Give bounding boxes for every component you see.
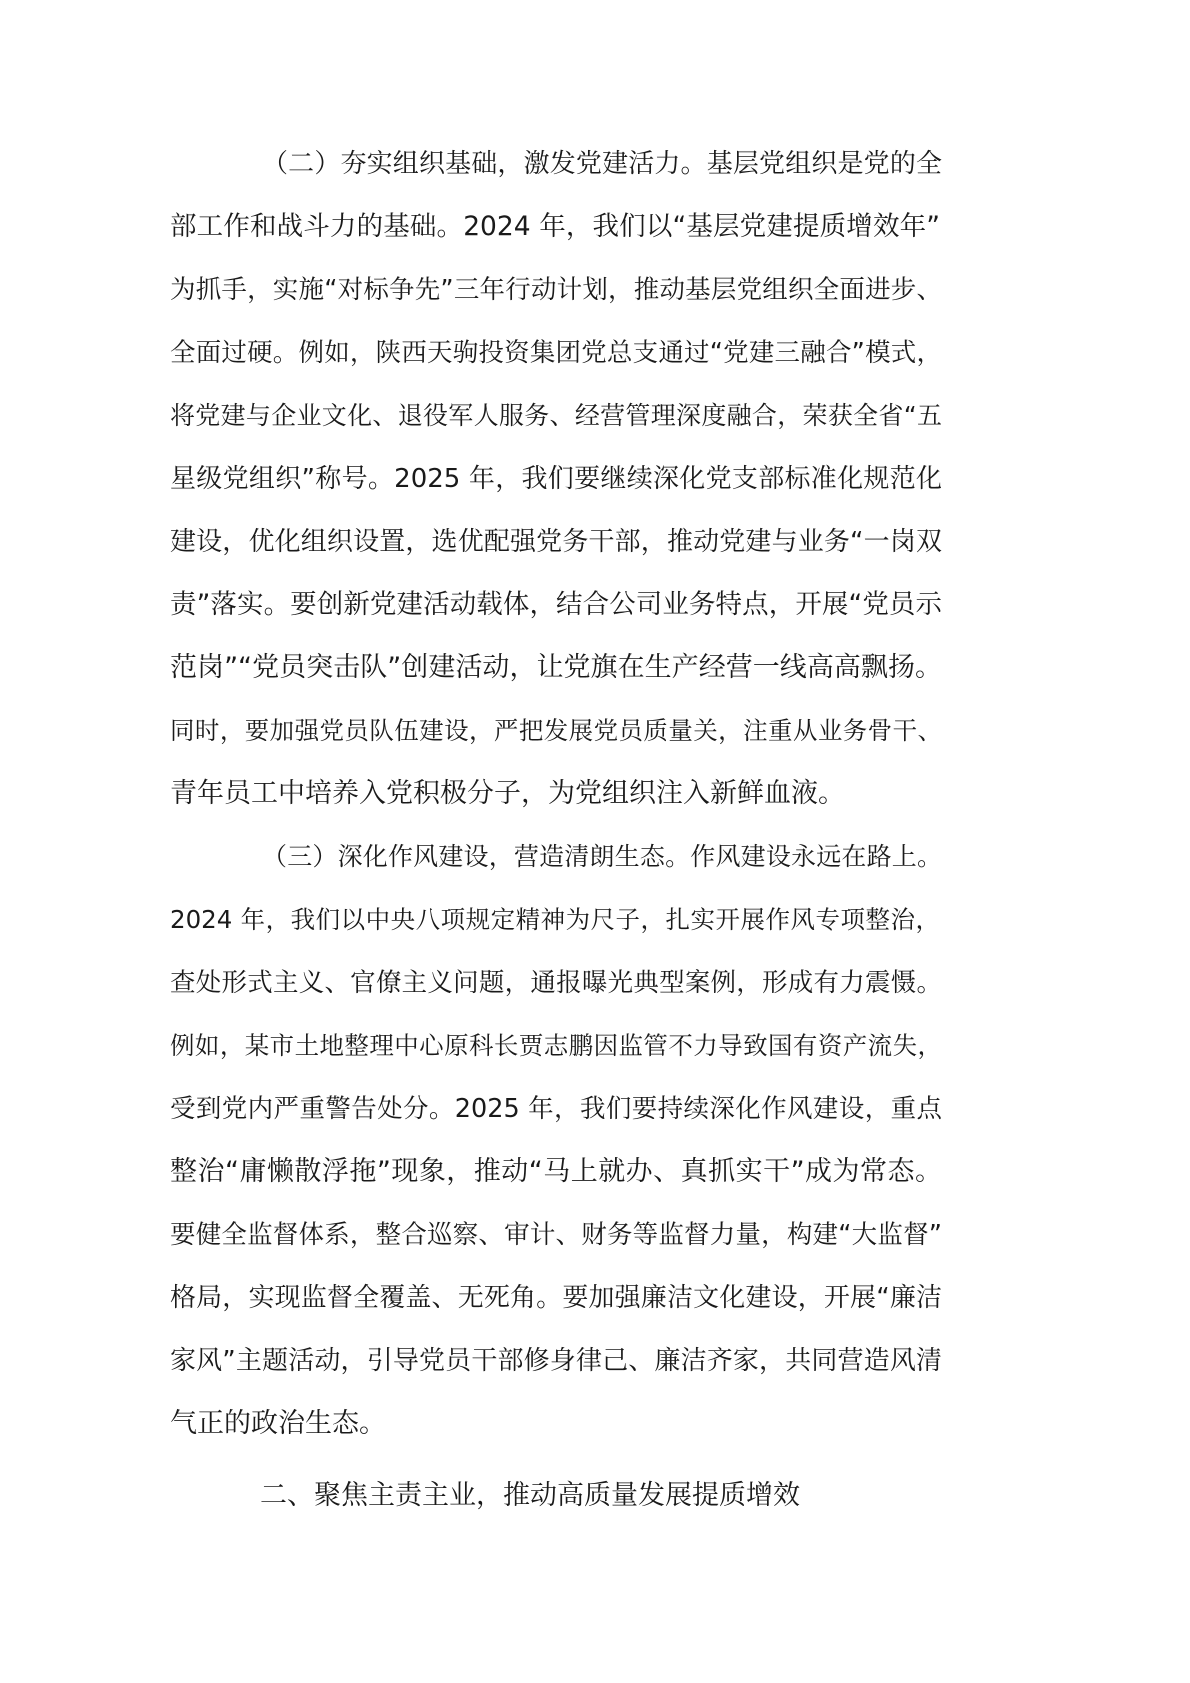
paragraph-line: （三）深化作风建设，营造清朗生态。作风建设永远在路上。 — [262, 842, 942, 871]
paragraph-line: 要健全监督体系，整合巡察、审计、财务等监督力量，构建“大监督” — [170, 1220, 942, 1250]
paragraph-line: 受到党内严重警告处分。2025 年，我们要持续深化作风建设，重点 — [170, 1094, 942, 1124]
paragraph-line: （二）夯实组织基础，激发党建活力。基层党组织是党的全 — [262, 149, 942, 179]
paragraph-line: 气正的政治生态。 — [170, 1408, 386, 1439]
paragraph-line: 整治“庸懒散浮拖”现象，推动“马上就办、真抓实干”成为常态。 — [170, 1156, 942, 1187]
paragraph-line: 为抓手，实施“对标争先”三年行动计划，推动基层党组织全面进步、 — [170, 275, 942, 305]
paragraph-line: 部工作和战斗力的基础。2024 年，我们以“基层党建提质增效年” — [170, 211, 940, 242]
paragraph-line: 范岗”“党员突击队”创建活动，让党旗在生产经营一线高高飘扬。 — [170, 652, 942, 683]
paragraph-line: 查处形式主义、官僚主义问题，通报曝光典型案例，形成有力震慑。 — [170, 968, 942, 998]
paragraph-line: 星级党组织”称号。2025 年，我们要继续深化党支部标准化规范化 — [170, 464, 942, 494]
paragraph-line: 责”落实。要创新党建活动载体，结合公司业务特点，开展“党员示 — [170, 589, 942, 620]
paragraph-line: 例如，某市土地整理中心原科长贾志鹏因监管不力导致国有资产流失， — [170, 1031, 942, 1060]
paragraph-line: 格局，实现监督全覆盖、无死角。要加强廉洁文化建设，开展“廉洁 — [170, 1283, 942, 1313]
section-heading: 二、聚焦主责主业，推动高质量发展提质增效 — [260, 1480, 800, 1511]
paragraph-line: 将党建与企业文化、退役军人服务、经营管理深度融合，荣获全省“五 — [170, 401, 942, 430]
paragraph-line: 青年员工中培养入党积极分子，为党组织注入新鲜血液。 — [170, 778, 845, 809]
paragraph-line: 家风”主题活动，引导党员干部修身律己、廉洁齐家，共同营造风清 — [170, 1346, 942, 1376]
paragraph-line: 2024 年，我们以中央八项规定精神为尺子，扎实开展作风专项整治， — [170, 905, 940, 934]
paragraph-line: 建设，优化组织设置，选优配强党务干部，推动党建与业务“一岗双 — [170, 527, 942, 557]
paragraph-line: 全面过硬。例如，陕西天驹投资集团党总支通过“党建三融合”模式， — [170, 338, 942, 368]
paragraph-line: 同时，要加强党员队伍建设，严把发展党员质量关，注重从业务骨干、 — [170, 716, 942, 745]
